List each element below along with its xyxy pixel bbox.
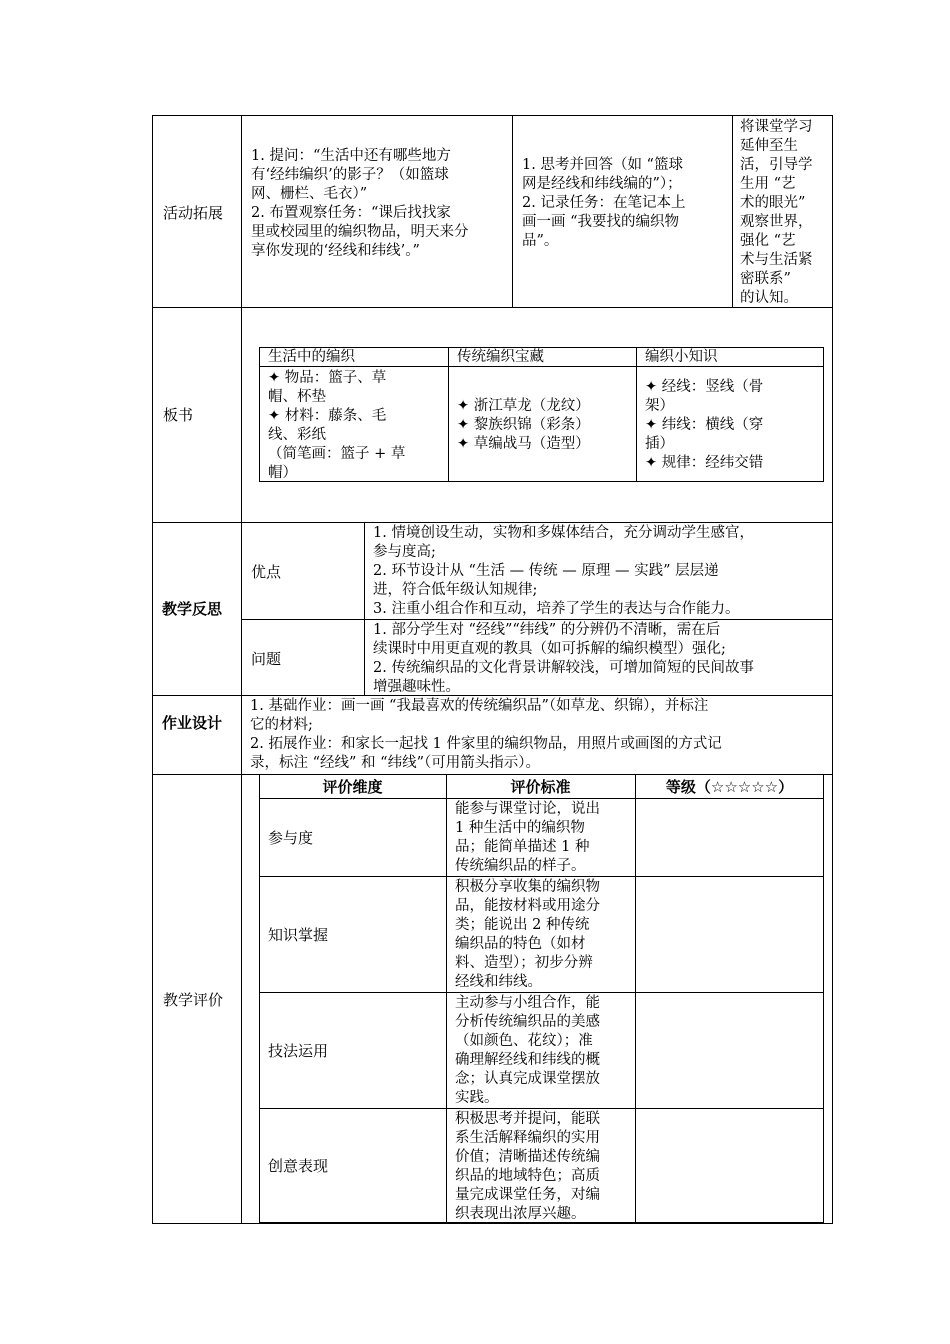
text-line: 续课时中用更直观的教具（如可拆解的编织模型）强化; — [373, 641, 726, 657]
board-label: 板书 — [163, 406, 194, 424]
eval-dimension: 参与度 — [268, 829, 314, 847]
text-line: 帽） — [268, 465, 297, 481]
text-line: 料、造型）；初步分辨 — [455, 955, 593, 971]
divider — [152, 307, 833, 308]
text-line: 积极分享收集的编织物 — [455, 879, 600, 895]
board-col-1 — [268, 369, 446, 483]
text-line: 经线和纬线。 — [455, 974, 542, 990]
divider — [241, 522, 242, 695]
text-line: ✦ 材料：藤条、毛 — [268, 408, 387, 424]
eval-standard — [455, 800, 633, 876]
divider — [259, 798, 824, 799]
text-line: 类；能说出 2 种传统 — [455, 917, 590, 933]
text-line: （简笔画：篮子 + 草 — [268, 446, 406, 462]
divider — [241, 115, 242, 522]
text-line: 主动参与小组合作，能 — [455, 995, 600, 1011]
text-line: 帽、杯垫 — [268, 389, 326, 405]
text-line: ✦ 规律：经纬交错 — [645, 455, 764, 471]
divider — [364, 522, 365, 695]
text-line: 2. 环节设计从 “生活 — 传统 — 原理 — 实践” 层层递 — [373, 563, 719, 579]
text-line: 1. 基础作业：画一画 “我最喜欢的传统编织品”（如草龙、织锦），并标注 — [250, 698, 709, 714]
evaluation-label: 教学评价 — [163, 991, 224, 1009]
text-line: 延伸至生 — [740, 138, 798, 154]
text-line: 画一画 “我要找的编织物 — [522, 214, 680, 230]
text-line: 里或校园里的编织物品，明天来分 — [251, 224, 469, 240]
text-line: 参与度高; — [373, 544, 436, 560]
text-line: 观察世界， — [740, 214, 813, 230]
divider — [259, 992, 824, 993]
divider — [259, 876, 824, 877]
divider — [241, 695, 242, 774]
activity-intent-text — [740, 118, 832, 308]
text-line: 2. 传统编织品的文化背景讲解较浅，可增加简短的民间故事 — [373, 660, 754, 676]
text-line: 织表现出浓厚兴趣。 — [455, 1206, 586, 1222]
text-line: 架） — [645, 398, 674, 414]
eval-standard — [455, 1110, 633, 1224]
text-line: 网、栅栏、毛衣）” — [251, 186, 368, 202]
board-header: 传统编织宝藏 — [457, 349, 544, 365]
divider — [259, 366, 824, 367]
text-line: 享你发现的‘经线和纬线’。” — [251, 243, 420, 259]
divider — [732, 115, 733, 307]
divider — [241, 619, 833, 620]
text-line: 确理解经线和纬线的概 — [455, 1052, 600, 1068]
text-line: 能参与课堂讨论，说出 — [455, 801, 600, 817]
text-line: 的认知。 — [740, 290, 798, 306]
text-line: 价值；清晰描述传统编 — [455, 1149, 600, 1165]
text-line: ✦ 纬线：横线（穿 — [645, 417, 764, 433]
problems-label: 问题 — [251, 650, 282, 668]
divider — [635, 774, 636, 1223]
text-line: 传统编织品的样子。 — [455, 858, 586, 874]
text-line: （如颜色、花纹）；准 — [455, 1033, 593, 1049]
problems-text — [373, 621, 831, 697]
divider — [512, 115, 513, 307]
text-line: 织品的地域特色；高质 — [455, 1168, 600, 1184]
text-line: 1. 提问：“生活中还有哪些地方 — [251, 148, 451, 164]
text-line: 插） — [645, 436, 674, 452]
text-line: 术的眼光” — [740, 195, 806, 211]
text-line: 线、彩纸 — [268, 427, 326, 443]
text-line: 活，引导学 — [740, 157, 813, 173]
text-line: 生用 “艺 — [740, 176, 796, 192]
board-col-3 — [645, 378, 823, 473]
text-line: ✦ 草编战马（造型） — [457, 436, 590, 452]
text-line: 增强趣味性。 — [373, 679, 460, 695]
board-col-2 — [457, 397, 635, 454]
divider — [636, 347, 637, 482]
text-line: 1. 思考并回答（如 “篮球 — [522, 157, 683, 173]
text-line: 1. 情境创设生动，实物和多媒体结合，充分调动学生感官， — [373, 525, 754, 541]
text-line: 品；能简单描述 1 种 — [455, 839, 590, 855]
eval-dimension: 创意表现 — [268, 1157, 329, 1175]
text-line: 进，符合低年级认知规律; — [373, 582, 538, 598]
eval-dimension: 知识掌握 — [268, 926, 329, 944]
text-line: 2. 记录任务：在笔记本上 — [522, 195, 686, 211]
text-line: 念；认真完成课堂摆放 — [455, 1071, 600, 1087]
text-line: ✦ 物品：篮子、草 — [268, 370, 387, 386]
divider — [448, 347, 449, 482]
homework-label: 作业设计 — [162, 714, 223, 732]
homework-text — [250, 697, 830, 773]
divider — [241, 774, 242, 1224]
text-line: ✦ 黎族织锦（彩条） — [457, 417, 590, 433]
merits-label: 优点 — [251, 563, 282, 581]
text-line: 编织品的特色（如材 — [455, 936, 586, 952]
text-line: 录，标注 “经线” 和 “纬线”（可用箭头指示）。 — [250, 755, 540, 771]
text-line: 它的材料; — [250, 717, 313, 733]
eval-standard — [455, 994, 633, 1108]
eval-header-dimension: 评价维度 — [322, 778, 383, 796]
eval-header-grade: 等级（☆☆☆☆☆） — [665, 778, 794, 796]
text-line: 密联系” — [740, 271, 791, 287]
divider — [152, 522, 833, 523]
text-line: 实践。 — [455, 1090, 499, 1106]
text-line: 2. 拓展作业：和家长一起找 1 件家里的编织物品，用照片或画图的方式记 — [250, 736, 722, 752]
text-line: 品”。 — [522, 233, 559, 249]
text-line: 系生活解释编织的实用 — [455, 1130, 600, 1146]
activity-student-text — [522, 156, 730, 251]
activity-teacher-text — [251, 147, 509, 261]
divider — [446, 774, 447, 1223]
board-header: 生活中的编织 — [268, 349, 355, 365]
reflection-label: 教学反思 — [162, 600, 223, 618]
text-line: 强化 “艺 — [740, 233, 796, 249]
merits-text — [373, 524, 831, 619]
text-line: 1. 部分学生对 “经线”“纬线” 的分辨仍不清晰，需在后 — [373, 622, 721, 638]
text-line: 积极思考并提问，能联 — [455, 1111, 600, 1127]
text-line: 2. 布置观察任务：“课后找找家 — [251, 205, 451, 221]
text-line: 术与生活紧 — [740, 252, 813, 268]
text-line: 量完成课堂任务，对编 — [455, 1187, 600, 1203]
text-line: ✦ 经线：竖线（骨 — [645, 379, 764, 395]
eval-dimension: 技法运用 — [268, 1042, 329, 1060]
activity-label: 活动拓展 — [163, 204, 224, 222]
text-line: 品，能按材料或用途分 — [455, 898, 600, 914]
text-line: 网是经线和纬线编的”）； — [522, 176, 682, 192]
eval-header-standard: 评价标准 — [510, 778, 571, 796]
text-line: ✦ 浙江草龙（龙纹） — [457, 398, 590, 414]
text-line: 有‘经纬编织’的影子？（如篮球 — [251, 167, 449, 183]
board-header: 编织小知识 — [645, 349, 718, 365]
divider — [259, 1108, 824, 1109]
text-line: 将课堂学习 — [740, 119, 813, 135]
eval-standard — [455, 878, 633, 992]
text-line: 1 种生活中的编织物 — [455, 820, 585, 836]
text-line: 分析传统编织品的美感 — [455, 1014, 600, 1030]
text-line: 3. 注重小组合作和互动，培养了学生的表达与合作能力。 — [373, 601, 740, 617]
